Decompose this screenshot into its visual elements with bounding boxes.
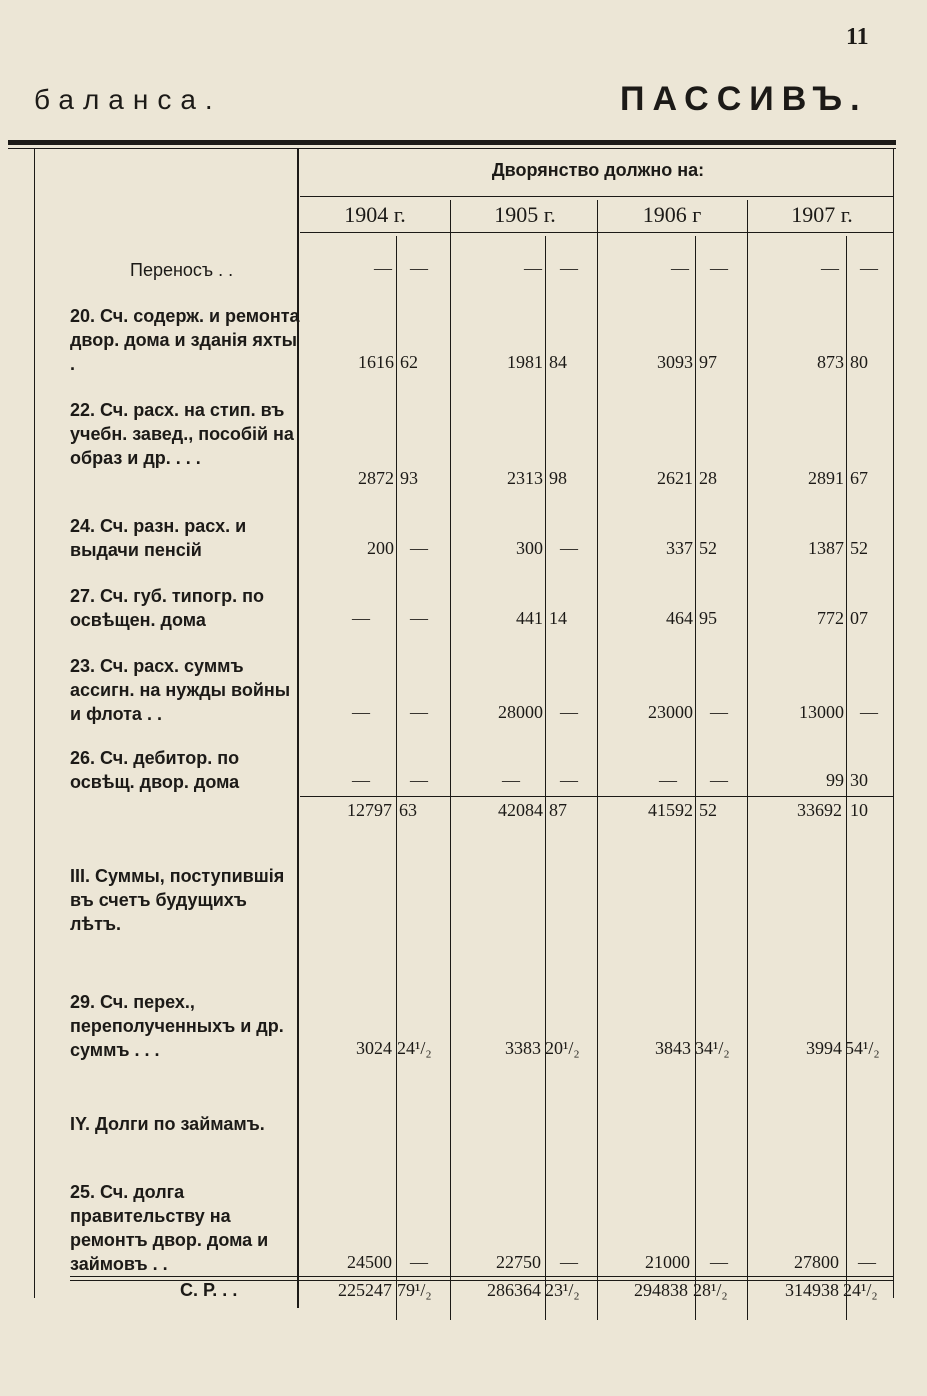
row-label: 29. Сч. перех., переполученныхъ и др. суммъ . . . — [70, 992, 284, 1060]
cell-kop: 97 — [699, 352, 717, 372]
top-rule-thin — [8, 148, 896, 149]
total-kop: 79¹/₂ — [397, 1280, 432, 1300]
cell-rub: 3843 — [655, 1038, 691, 1058]
cell-kop: 95 — [699, 608, 717, 628]
cell-kop: 52 — [699, 538, 717, 558]
cell-rub: 28000 — [498, 702, 543, 722]
total-kop: 24¹/₂ — [843, 1280, 878, 1300]
left-border — [34, 148, 35, 1298]
cell-rub: 24500 — [347, 1252, 392, 1272]
cell-kop: 20¹/₂ — [545, 1038, 580, 1058]
cell-rub: 2891 — [808, 468, 844, 488]
row-label: 27. Сч. губ. типогр. по освѣщен. дома — [70, 586, 264, 630]
header-underline — [300, 196, 893, 197]
cell-kop: — — [410, 608, 428, 628]
heading-passive: ПАССИВЪ. — [620, 80, 868, 118]
year-1905: 1905 г. — [494, 202, 556, 227]
cell-kop: 30 — [850, 770, 868, 790]
cell-kop: 98 — [549, 468, 567, 488]
cell-rub: 27800 — [794, 1252, 839, 1272]
cell-kop: 07 — [850, 608, 868, 628]
total-kop: 28¹/₂ — [693, 1280, 728, 1300]
cell-kop: 84 — [549, 352, 567, 372]
cell-rub: 1981 — [507, 352, 543, 372]
cell-rub: — — [352, 702, 370, 722]
cell-rub: 300 — [516, 538, 543, 558]
cell-rub: — — [352, 770, 370, 790]
cell-kop: 93 — [400, 468, 418, 488]
subtotal-rub: 41592 — [648, 800, 693, 820]
cell-kop: — — [858, 1252, 876, 1272]
row-label: 22. Сч. расх. на стип. въ учебн. завед., пособій на образ и др. . . . — [70, 400, 294, 468]
subtotal-rub: 33692 — [797, 800, 842, 820]
total-rub: 314938 — [785, 1280, 839, 1300]
page-number: 11 — [846, 24, 869, 50]
cell-rub: 337 — [666, 538, 693, 558]
cell-kop: — — [710, 770, 728, 790]
cell-kop: 80 — [850, 352, 868, 372]
cell-kop: — — [410, 258, 428, 278]
cell-kop: 28 — [699, 468, 717, 488]
cell-kop: — — [710, 1252, 728, 1272]
cell-rub: 21000 — [645, 1252, 690, 1272]
cell-kop: — — [560, 770, 578, 790]
row-label: С. Р. . . — [180, 1280, 238, 1300]
header-owed: Дворянство должно на: — [491, 160, 705, 180]
cell-kop: — — [710, 258, 728, 278]
kop-divider — [695, 236, 696, 1320]
cell-rub: 2872 — [358, 468, 394, 488]
total-rub: 225247 — [338, 1280, 392, 1300]
cell-kop: — — [560, 538, 578, 558]
cell-kop: 54¹/₂ — [845, 1038, 880, 1058]
subtotal-kop: 10 — [850, 800, 868, 820]
cell-rub: 772 — [817, 608, 844, 628]
cell-rub: 3024 — [356, 1038, 392, 1058]
cell-rub: 3383 — [505, 1038, 541, 1058]
cell-rub: 3994 — [806, 1038, 842, 1058]
cell-kop: — — [560, 258, 578, 278]
cell-rub: — — [659, 770, 677, 790]
cell-kop: — — [710, 702, 728, 722]
kop-divider — [846, 236, 847, 1320]
row-label: Переносъ . . — [130, 260, 234, 280]
total-line-1 — [70, 1276, 893, 1277]
cell-rub: — — [374, 258, 392, 278]
right-border — [893, 148, 894, 1298]
cell-kop: 62 — [400, 352, 418, 372]
year-1907: 1907 г. — [791, 202, 853, 227]
cell-kop: 24¹/₂ — [397, 1038, 432, 1058]
cell-rub: 200 — [367, 538, 394, 558]
subtotal-rub: 12797 — [347, 800, 392, 820]
cell-rub: — — [502, 770, 520, 790]
cell-kop: 67 — [850, 468, 868, 488]
row-label: III. Суммы, поступившія въ счетъ будущихъ лѣтъ. — [70, 866, 285, 934]
subtotal-kop: 52 — [699, 800, 717, 820]
cell-rub: 441 — [516, 608, 543, 628]
cell-rub: — — [524, 258, 542, 278]
cell-rub: 2621 — [657, 468, 693, 488]
cell-rub: 2313 — [507, 468, 543, 488]
total-kop: 23¹/₂ — [545, 1280, 580, 1300]
cell-kop: — — [410, 538, 428, 558]
cell-rub: 3093 — [657, 352, 693, 372]
cell-kop: 14 — [549, 608, 567, 628]
subtotal-kop: 87 — [549, 800, 567, 820]
cell-rub: 99 — [826, 770, 844, 790]
row-label: 25. Сч. долга правительству на ремонтъ двор. дома и займовъ . . — [70, 1182, 269, 1274]
row-label: 20. Сч. содерж. и ремонта двор. дома и зданія яхты . — [70, 306, 300, 374]
cell-rub: 1387 — [808, 538, 844, 558]
top-rule — [8, 140, 896, 145]
kop-divider — [545, 236, 546, 1320]
row-label: IY. Долги по займамъ. — [70, 1114, 265, 1134]
cell-kop: — — [410, 702, 428, 722]
subtotal-kop: 63 — [399, 800, 417, 820]
row-label: 24. Сч. разн. расх. и выдачи пенсій — [70, 516, 247, 560]
year-1904: 1904 г. — [344, 202, 406, 227]
cell-kop: — — [560, 702, 578, 722]
row-label: 23. Сч. расх. суммъ ассигн. на нужды войны и флота . . — [70, 656, 291, 724]
year-1906: 1906 г — [642, 202, 702, 227]
cell-kop: 52 — [850, 538, 868, 558]
cell-kop: — — [560, 1252, 578, 1272]
cell-rub: 13000 — [799, 702, 844, 722]
cell-rub: — — [352, 608, 370, 628]
cell-kop: — — [860, 702, 878, 722]
total-rub: 294838 — [634, 1280, 688, 1300]
heading-balance: баланса. — [34, 84, 222, 115]
cell-rub: 23000 — [648, 702, 693, 722]
cell-rub: — — [671, 258, 689, 278]
cell-rub: — — [821, 258, 839, 278]
subtotal-rub: 42084 — [498, 800, 543, 820]
cell-rub: 1616 — [358, 352, 394, 372]
kop-divider — [396, 236, 397, 1320]
cell-rub: 873 — [817, 352, 844, 372]
total-rub: 286364 — [487, 1280, 541, 1300]
cell-rub: 22750 — [496, 1252, 541, 1272]
cell-kop: 34¹/₂ — [695, 1038, 730, 1058]
cell-kop: — — [860, 258, 878, 278]
cell-kop: — — [410, 1252, 428, 1272]
cell-kop: — — [410, 770, 428, 790]
cell-rub: 464 — [666, 608, 693, 628]
row-label: 26. Сч. дебитор. по освѣщ. двор. дома — [70, 748, 240, 792]
